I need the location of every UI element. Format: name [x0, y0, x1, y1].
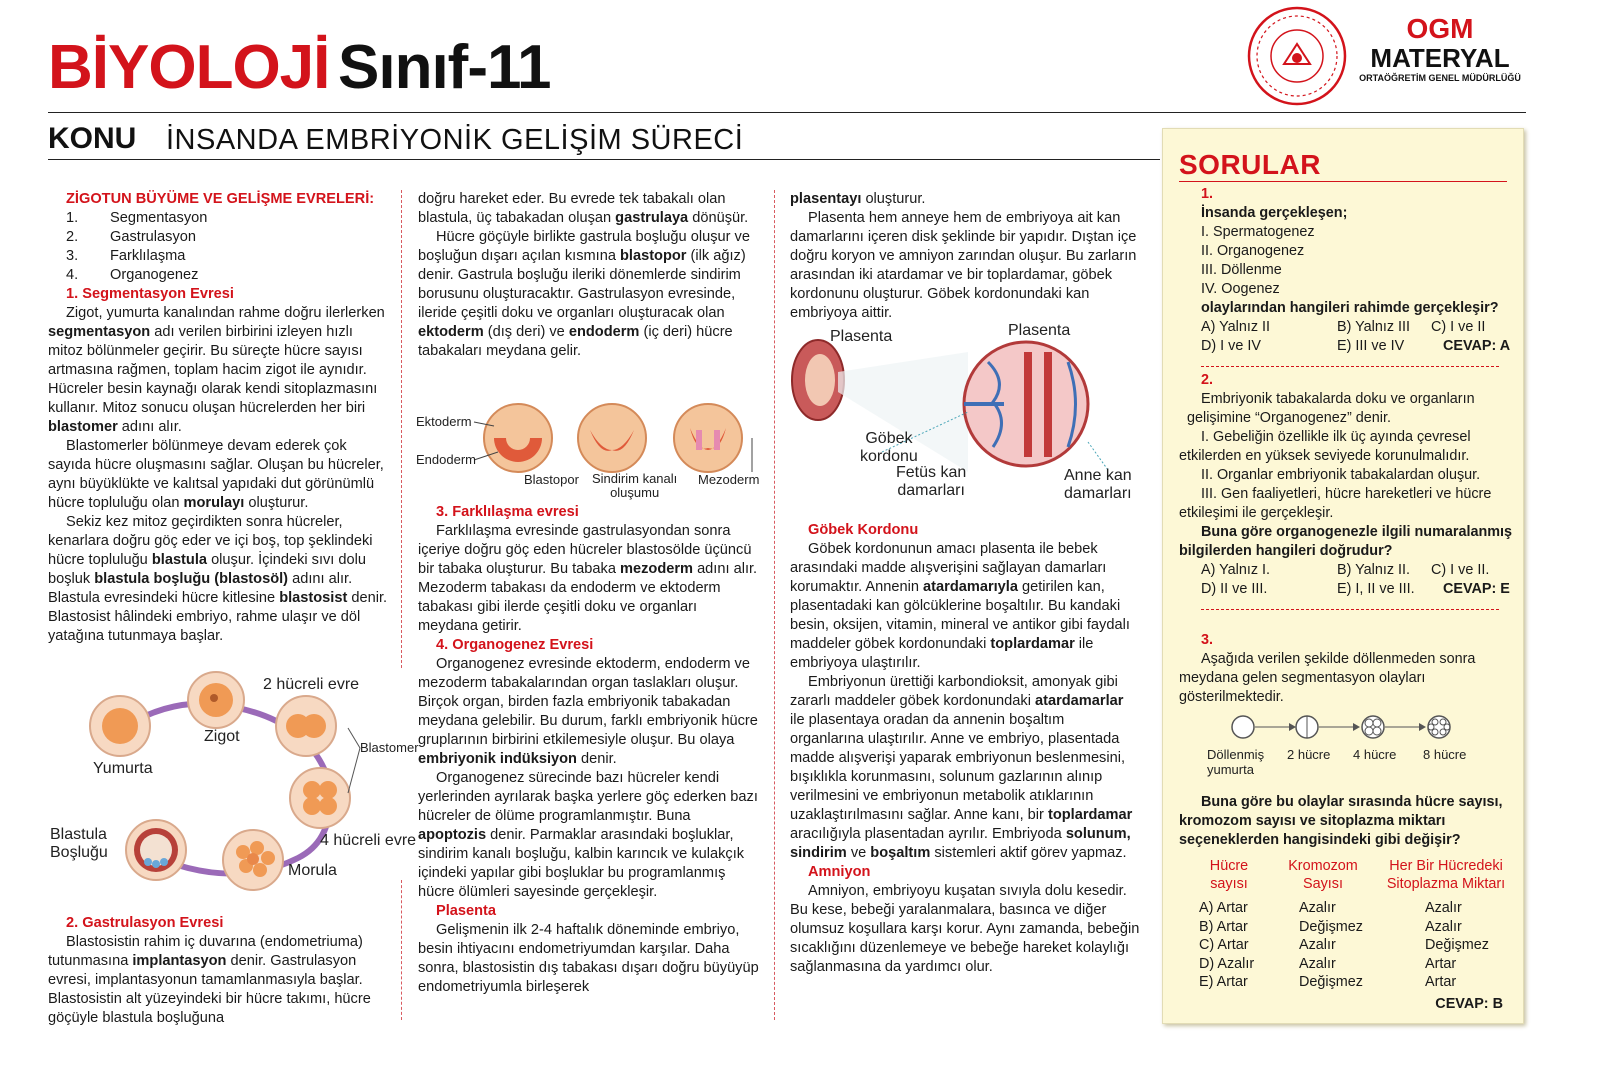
placenta-figure: [788, 322, 1148, 512]
option-row: A) Artar Azalır Azalır: [1199, 900, 1462, 916]
cavity-label: Boşluğu: [50, 844, 108, 861]
column-separator: [401, 190, 402, 668]
col-header: Kromozom Sayısı: [1288, 858, 1358, 892]
section-title: Plasenta: [436, 903, 497, 919]
endoderm-label: Endoderm: [416, 452, 476, 467]
konu-rule: [48, 159, 1160, 160]
answer-row: D) I ve IV E) III ve IV CEVAP: A: [1201, 338, 1511, 354]
two-cell-label: 2 hücreli evre: [263, 676, 360, 693]
blastula-image: [126, 820, 186, 880]
section-title: 1. Segmentasyon Evresi: [66, 286, 234, 302]
questions-title: SORULAR: [1179, 149, 1321, 180]
list-item: 4. Organogenez: [66, 267, 199, 283]
logo-subtitle: ORTAÖĞRETİM GENEL MÜDÜRLÜĞÜ: [1359, 73, 1521, 83]
morula-image: [223, 830, 283, 890]
eight-cell-label: 8 hücre: [1423, 747, 1467, 762]
column-separator: [401, 880, 402, 1020]
question-number: 1.: [1201, 186, 1214, 202]
statement: I. Gebeliğin özellikle ilk üç ayında çevresel etkilerden en yüksek seviyede korunulmalıdır.: [1179, 429, 1471, 464]
gastrula-stage-2-image: [578, 404, 646, 472]
four-cell-label: 4 hücreli evre: [320, 832, 417, 849]
answer-row: D) II ve III. E) I, II ve III. CEVAP: E: [1201, 581, 1510, 597]
ektoderm-label: Ektoderm: [416, 414, 472, 429]
digestive-label: Sindirim kanalı oluşumu: [592, 471, 678, 500]
fertilized-egg-icon: [1232, 716, 1254, 738]
option-row: C) Artar Azalır Değişmez: [1199, 937, 1489, 953]
question-2: [1163, 371, 1515, 618]
section-title: 4. Organogenez Evresi: [436, 637, 594, 653]
blastopor-label: Blastopor: [524, 472, 579, 487]
maternal-vessels-label: Anne kan damarları: [1064, 467, 1132, 502]
egg-cell-image: [90, 696, 150, 756]
two-cell-image: [276, 696, 336, 756]
logo-materyal: MATERYAL: [1370, 43, 1510, 73]
growth-stages-title: ZİGOTUN BÜYÜME VE GELİŞME EVRELERİ:: [66, 191, 375, 207]
placenta-label: Plasenta: [830, 328, 893, 345]
question-3-ask: [1163, 793, 1515, 850]
option-table: [1179, 857, 1519, 1014]
gastrula-stage-1-image: [484, 404, 552, 472]
column-3-lower: [790, 521, 1140, 977]
list-item: 1. Segmentasyon: [66, 210, 208, 226]
logo-ogm: OGM: [1406, 13, 1474, 44]
question-ask: Buna göre organogenezle ilgili numaralanmış bilgilerden hangileri doğrudur?: [1179, 524, 1513, 559]
answer-key: CEVAP: B: [1435, 995, 1503, 1012]
statement: III. Gen faaliyetleri, hücre hareketleri ve hücre etkileşimi ile gerçekleşir.: [1179, 486, 1492, 521]
paragraph: Plasenta hem anneye hem de embriyoya ait kan damarlarını içeren disk şeklinde bir yapıdır. Dıştan içe doğru koryon ve amniyon zarından oluşur. Bu zarların arasından iki atardamar ve bir toplardamar, göbek kordonunu oluşturur. Göbek kordonundaki kan embriyoya aittir.: [790, 210, 1137, 321]
fetal-vessels-label: Fetüs kan damarları: [896, 464, 967, 499]
question-stem: Aşağıda verilen şekilde döllenmeden sonra meydana gelen segmentasyon olayları gösterilmektedir.: [1179, 651, 1476, 705]
answer-key: CEVAP: A: [1443, 338, 1511, 354]
section-title: Göbek Kordonu: [808, 522, 919, 538]
question-stem: Embriyonik tabakalarda doku ve organların gelişimine “Organogenez” denir.: [1187, 391, 1475, 426]
list-item: I. Spermatogenez: [1201, 224, 1315, 240]
konu-label: KONU: [48, 122, 137, 155]
option-row: E) Artar Değişmez Artar: [1199, 974, 1457, 990]
ogm-logo-text: [1355, 14, 1525, 84]
paragraph: Hücre göçüyle birlikte gastrula boşluğu oluşur ve boşluğun dışarı açılan kısmına blastopor (ilk ağız) denir. Gastrula boşluğu ileriki dönemlerde sindirim borusunu oluşturacaktır. Gastrulasyon evresinde, ileride çeşitli doku ve organları oluşturacak olan ektoderm (dış deri) ve endoderm (iç deri) hücre tabakaları meydana gelir.: [418, 229, 750, 359]
col-header: Hücre sayısı: [1209, 858, 1249, 892]
question-ask: olaylarından hangileri rahimde gerçekleşir?: [1201, 300, 1499, 316]
paragraph: plasentayı oluşturur.: [790, 191, 926, 207]
subject-title: BİYOLOJİ: [48, 33, 330, 102]
placenta-detail-image: [964, 342, 1088, 466]
grade-title: Sınıf-11: [338, 33, 551, 102]
column-separator: [774, 190, 775, 1020]
paragraph: Organogenez sürecinde bazı hücreler kendi yerlerinden ayrılarak başka yerlere göç ederken bazı hücreler de ölüme programlanmıştır. Buna apoptozis denir. Parmaklar arasındaki boşluklar, sindirim kanalı boşluğu, kalbin karıncık ve kulakçık içindeki yapılar gibi boşluklar bu programlanmış hücre ölümleri sayesinde gerçekleşir.: [418, 770, 758, 900]
zygote-image: [188, 672, 244, 728]
answer-key: CEVAP: E: [1443, 581, 1510, 597]
mezoderm-label: Mezoderm: [698, 472, 760, 487]
paragraph: doğru hareket eder. Bu evrede tek tabakalı olan blastula, üç tabakadan oluşan gastrulaya dönüşür.: [418, 191, 749, 226]
section-title: 3. Farklılaşma evresi: [436, 504, 579, 520]
stage-list: [48, 209, 388, 285]
blastomer-label: Blastomer: [360, 740, 419, 755]
list-item: 3. Farklılaşma: [66, 248, 186, 264]
title-rule: [1179, 181, 1507, 182]
four-cell-image: [290, 768, 350, 828]
fetus-image: [792, 340, 844, 420]
paragraph: Blastosistin rahim iç duvarına (endometriuma) tutunmasına implantasyon denir. Gastrulasyon evresi, implantasyonun tamamlanmasıyla başlar. Blastosistin alt yüzeyindeki bir hücre takımı, hücre göçüyle blastula boşluğuna: [48, 934, 371, 1026]
header-rule: [48, 112, 1526, 113]
placenta-label: Plasenta: [1008, 322, 1071, 339]
question-3: [1163, 631, 1515, 707]
gastrula-stage-3-image: [674, 404, 742, 472]
two-cell-label: 2 hücre: [1287, 747, 1331, 762]
column-3: [790, 190, 1140, 323]
col-header: Her Bir Hücredeki Sitoplazma Miktarı: [1386, 858, 1506, 892]
question-1: [1163, 185, 1515, 375]
paragraph: Göbek kordonunun amacı plasenta ile bebek arasındaki madde alışverişini sağlayan damarları korumaktır. Annenin atardamarıyla getirilen kan, plasentadaki kan gölcüklerine boşaltılır. Bu kandaki besin, oksijen, vitamin, mineral ve antikor gibi faydalı maddeler göbek kordonundaki toplardamar ile embriyoya ulaştırılır.: [790, 541, 1130, 671]
column-1-bottom: [48, 914, 388, 1028]
paragraph: Embriyonun ürettiği karbondioksit, amonyak gibi zararlı maddeler göbek kordonundaki atardamarlar ile plasentaya oradan da annenin boşaltım organlarına ulaştırılır. Anne ve embriyo, plasentada madde alışverişi yaparak embriyonun beslenmesini, bışıklıkla korunmasını, solunum gazlarının alınıp verilmesini ve embriyonun metabolik atıklarının uzaklaştırılmasını sağlar. Anne kanı, bir toplardamar aracılığıyla plasentadan ayrılır. Embriyoda solunum, sindirim ve boşaltım sistemleri aktif görev yapmaz.: [790, 674, 1133, 861]
meb-seal-logo: [1247, 6, 1347, 106]
question-number: 3.: [1201, 632, 1214, 648]
blastula-label: Blastula: [50, 826, 107, 843]
question-stem: İnsanda gerçekleşen;: [1201, 205, 1348, 221]
list-item: II. Organogenez: [1201, 243, 1305, 259]
question-number: 2.: [1201, 372, 1214, 388]
fertilized-egg-label: Döllenmiş yumurta: [1207, 747, 1265, 777]
question-ask: Buna göre bu olaylar sırasında hücre sayısı, kromozom sayısı ve sitoplazma miktarı seçeneklerden hangisindeki gibi değişir?: [1179, 794, 1503, 848]
four-cell-label: 4 hücre: [1353, 747, 1397, 762]
konu-title: İNSANDA EMBRİYONİK GELİŞİM SÜRECİ: [166, 124, 744, 156]
paragraph: Zigot, yumurta kanalından rahme doğru ilerlerken segmentasyon adı verilen birbirini izleyen hızlı mitoz bölünmeler geçirir. Bu süreçte hücre sayısı artmasına rağmen, toplam hacim zigot ile aynıdır. Hücreler besin kaynağı olarak kendi sitoplazmasını kullanır. Mitoz sonucu oluşan hücrelerden her biri blastomer adını alır.: [48, 305, 385, 435]
umbilical-cord-label: Göbek kordonu: [860, 430, 918, 465]
four-cell-icon: [1362, 716, 1384, 738]
paragraph: Amniyon, embriyoyu kuşatan sıvıyla dolu kesedir. Bu kese, bebeği yaralanmalara, basınca ve diğer olumsuz koşullara karşı korur. Aynı zamanda, bebeğin sıcaklığını düzenlemeye ve bebeğe hareket kolaylığı sağlanmasına da yardımcı olur.: [790, 883, 1140, 975]
option-row: D) Azalır Azalır Artar: [1199, 955, 1457, 972]
answer-row: A) Yalnız II B) Yalnız III C) I ve II: [1201, 319, 1486, 335]
segmentation-figure: [48, 668, 428, 898]
questions-panel: [1162, 128, 1524, 1024]
section-title: 2. Gastrulasyon Evresi: [66, 915, 224, 931]
answer-row: A) Yalnız I. B) Yalnız II. C) I ve II.: [1201, 562, 1490, 578]
paragraph: Blastomerler bölünmeye devam ederek çok sayıda hücre oluşmasını sağlar. Oluşan bu hücreler, aynı büyüklükte ve kalıtsal yapıdaki dut görünümlü hücre topluluğu olan morulayı oluşturur.: [48, 438, 384, 511]
list-item: IV. Oogenez: [1201, 281, 1280, 297]
egg-label: Yumurta: [93, 760, 153, 777]
cleavage-figure: [1203, 709, 1503, 779]
paragraph: Gelişmenin ilk 2-4 haftalık döneminde embriyo, besin ihtiyacını endometriyumdan karşılar. Daha sonra, blastosistin dış tabakası dışarı doğru büyüyüp endometriyumla birleşerek: [418, 922, 759, 995]
column-2: [418, 190, 760, 361]
statement: II. Organlar embriyonik tabakalardan oluşur.: [1201, 467, 1481, 483]
list-item: 2. Gastrulasyon: [66, 229, 196, 245]
paragraph: Organogenez evresinde ektoderm, endoderm ve mezoderm tabakalarından organ taslakları oluşur. Birçok organ, birden fazla embriyonik tabakadan meydana gelebilir. Bu durum, farklı embriyonik hücre gruplarının birbirini etkilemesiyle oluşur. Bu olaya embriyonik indüksiyon denir.: [418, 656, 758, 767]
gastrulation-figure: [414, 400, 770, 500]
paragraph: Farklılaşma evresinde gastrulasyondan sonra içeriye doğru göç eden hücreler blastosölde üçüncü bir tabaka oluşturur. Bu tabaka mezoderm adını alır. Mezoderm tabakası da endoderm ve ektoderm tabakası gibi ilerde çeşitli doku ve organları meydana getirir.: [418, 523, 758, 634]
column-1: [48, 190, 388, 646]
list-item: III. Döllenme: [1201, 262, 1282, 278]
section-title: Amniyon: [808, 864, 871, 880]
zygote-label: Zigot: [204, 728, 240, 745]
eight-cell-icon: [1428, 716, 1450, 738]
morula-label: Morula: [288, 862, 337, 879]
column-2-lower: [418, 503, 760, 997]
two-cell-icon: [1296, 716, 1318, 738]
option-row: B) Artar Değişmez Azalır: [1199, 918, 1462, 935]
paragraph: Sekiz kez mitoz geçirdikten sonra hücreler, kenarlara doğru göç eder ve içi boş, top şeklindeki hücre topluluğu blastula oluşur. İçindeki sıvı dolu boşluk blastula boşluğu (blastosöl) adını alır. Blastula evresindeki hücre kitlesine blastosist denir. Blastosist hâlindeki embriyo, rahme ulaşır ve döl yatağına tutunmaya başlar.: [48, 514, 388, 644]
konu-bar: [48, 120, 1158, 158]
